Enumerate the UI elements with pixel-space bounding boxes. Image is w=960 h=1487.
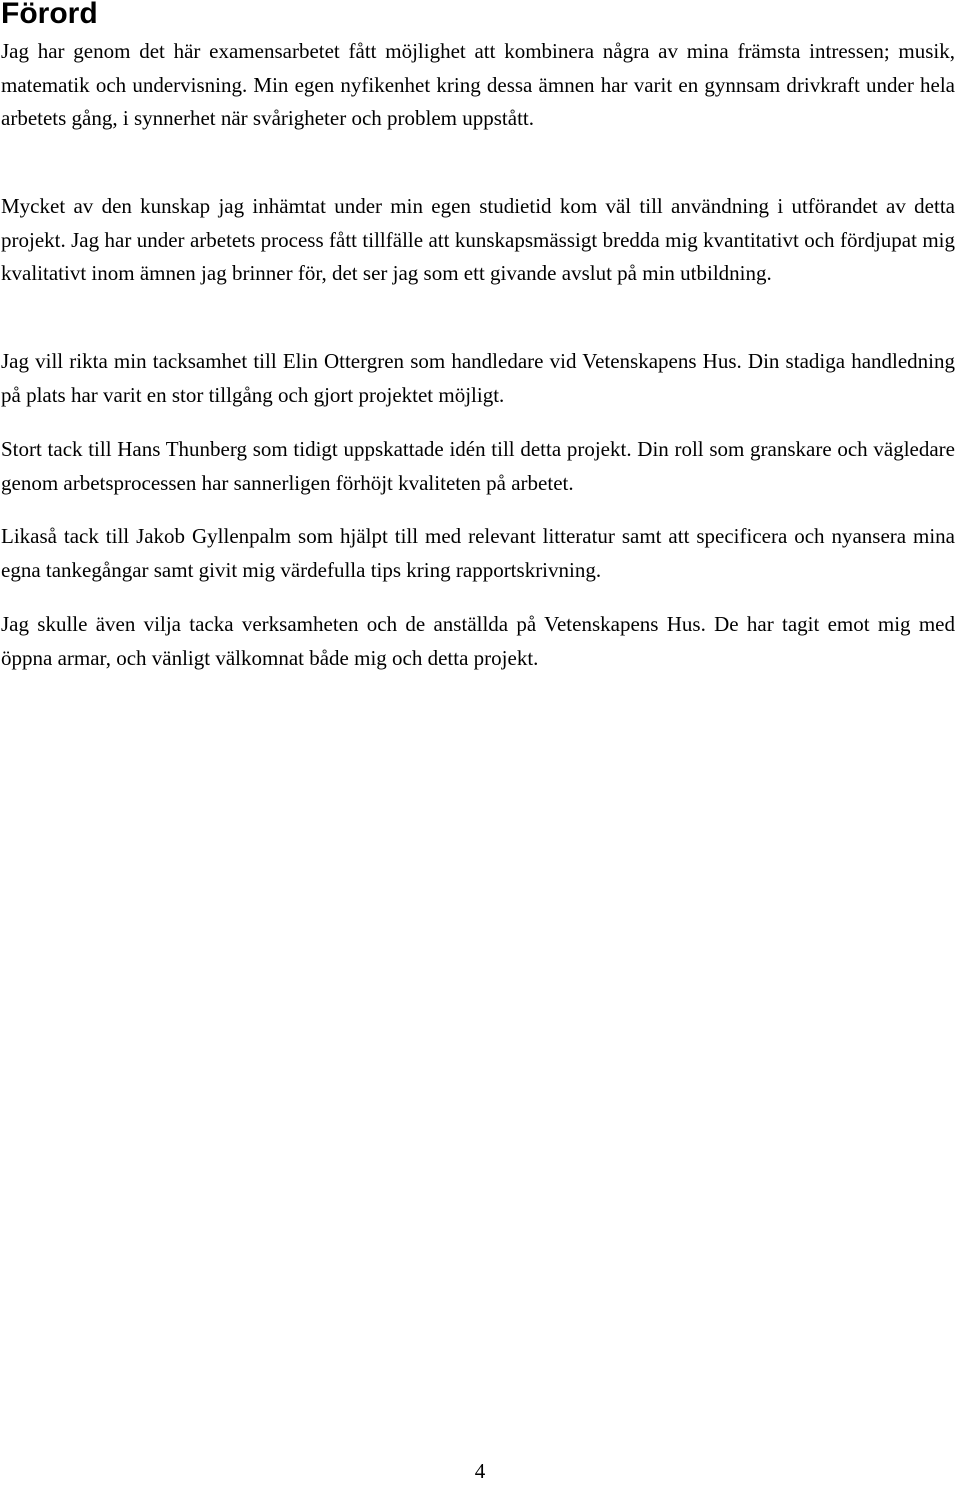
page-number: 4 [474, 1459, 486, 1483]
paragraph-thanks-literature: Likaså tack till Jakob Gyllenpalm som hjälpt till med relevant litteratur samt att specificera och nyansera mina egna tankegångar samt givit mig värdefulla tips kring rapportskrivning. [1, 524, 955, 582]
paragraph-thanks-reviewer: Stort tack till Hans Thunberg som tidigt uppskattade idén till detta projekt. Din roll som granskare och vägledare genom arbetsprocessen har sannerligen förhöjt kvaliteten på arbetet. [1, 437, 955, 495]
paragraph-thanks-supervisor: Jag vill rikta min tacksamhet till Elin Ottergren som handledare vid Vetenskapens Hus. Din stadiga handledning på plats har varit en stor tillgång och gjort projektet möjligt. [1, 349, 955, 407]
paragraph-intro: Jag har genom det här examensarbetet fått möjlighet att kombinera några av mina främsta intressen; musik, matematik och undervisning. Min egen nyfikenhet kring dessa ämnen har varit en gynnsam drivkraft under hela arbetets gång, i synnerhet när svårigheter och problem uppstått. [1, 39, 955, 130]
paragraph-thanks-staff: Jag skulle även vilja tacka verksamheten och de anställda på Vetenskapens Hus. De har tagit emot mig med öppna armar, och vänligt välkomnat både mig och detta projekt. [1, 612, 955, 670]
section-heading: Förord [1, 0, 98, 30]
paragraph-knowledge: Mycket av den kunskap jag inhämtat under min egen studietid kom väl till användning i utförandet av detta projekt. Jag har under arbetets process fått tillfälle att kunskapsmässigt bredda mig kvantitativt och fördjupat mig kvalitativt inom ämnen jag brinner för, det ser jag som ett givande avslut på min utbildning. [1, 194, 955, 285]
